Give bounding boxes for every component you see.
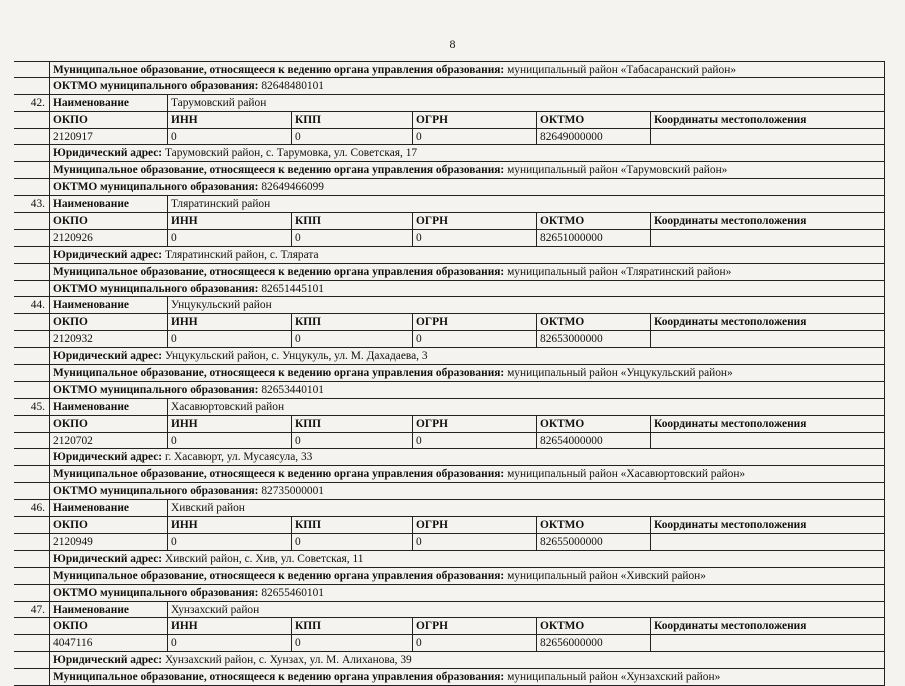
oktmo-mun-label: ОКТМО муниципального образования: — [53, 485, 259, 498]
kpp-label: КПП — [291, 314, 412, 330]
coords-label: Координаты местоположения — [650, 112, 885, 128]
entry-number: 45. — [30, 400, 45, 413]
ogrn-label: ОГРН — [412, 112, 536, 128]
kpp-value: 0 — [291, 331, 412, 347]
codes-values-row — [14, 635, 885, 652]
address-value: Унцукульский район, с. Унцукуль, ул. М. Дахадаева, 3 — [164, 350, 428, 363]
codes-header-row — [14, 213, 885, 230]
ogrn-value: 0 — [412, 331, 536, 347]
oktmo-mun-label: ОКТМО муниципального образования: — [53, 79, 259, 92]
ogrn-value: 0 — [412, 433, 536, 449]
record-block — [14, 196, 885, 297]
name-row — [14, 500, 885, 517]
coords-value — [650, 433, 885, 449]
kpp-value: 0 — [291, 129, 412, 145]
coords-label: Координаты местоположения — [650, 517, 885, 533]
oktmo-mun-row — [14, 585, 885, 602]
address-row — [14, 449, 885, 466]
oktmo-mun-value: 82651445101 — [261, 282, 324, 295]
municipality-value: муниципальный район «Унцукульский район» — [507, 367, 733, 380]
inn-label: ИНН — [167, 517, 291, 533]
inn-label: ИНН — [167, 112, 291, 128]
municipality-value: муниципальный район «Тарумовский район» — [507, 164, 728, 177]
name-row — [14, 297, 885, 314]
municipality-value: муниципальный район «Хунзахский район» — [507, 671, 721, 684]
record-block — [14, 602, 885, 686]
oktmo-mun-value: 82649466099 — [261, 181, 324, 194]
oktmo-value: 82656000000 — [536, 635, 650, 651]
oktmo-mun-label: ОКТМО муниципального образования: — [53, 383, 259, 396]
oktmo-mun-row — [14, 78, 885, 95]
address-label: Юридический адрес: — [53, 350, 163, 363]
ogrn-value: 0 — [412, 129, 536, 145]
oktmo-value: 82651000000 — [536, 230, 650, 246]
ogrn-value: 0 — [412, 534, 536, 550]
municipality-value: муниципальный район «Хивский район» — [507, 569, 706, 582]
address-row — [14, 247, 885, 264]
municipality-row — [14, 466, 885, 483]
oktmo-mun-row — [14, 179, 885, 196]
okpo-value: 2120917 — [53, 130, 93, 143]
kpp-value: 0 — [291, 433, 412, 449]
address-value: Тляратинский район, с. Тлярата — [164, 248, 319, 261]
oktmo-mun-row — [14, 382, 885, 399]
kpp-label: КПП — [291, 416, 412, 432]
coords-label: Координаты местоположения — [650, 213, 885, 229]
oktmo-label: ОКТМО — [536, 213, 650, 229]
record-block-top — [14, 61, 885, 95]
name-row — [14, 95, 885, 112]
okpo-value: 4047116 — [53, 637, 93, 650]
oktmo-mun-value: 82653440101 — [261, 383, 324, 396]
inn-label: ИНН — [167, 618, 291, 634]
oktmo-mun-value: 82648480101 — [261, 79, 324, 92]
codes-header-row — [14, 112, 885, 129]
coords-value — [650, 230, 885, 246]
address-label: Юридический адрес: — [53, 654, 163, 667]
municipality-label: Муниципальное образование, относящееся к ведению органа управления образования: — [53, 468, 505, 481]
codes-values-row — [14, 433, 885, 450]
coords-label: Координаты местоположения — [650, 416, 885, 432]
codes-values-row — [14, 230, 885, 247]
oktmo-label: ОКТМО — [536, 112, 650, 128]
okpo-label: ОКПО — [53, 316, 88, 329]
municipality-value: муниципальный район «Табасаранский район» — [507, 64, 737, 76]
name-value: Тляратинский район — [167, 196, 291, 212]
kpp-label: КПП — [291, 213, 412, 229]
address-label: Юридический адрес: — [53, 248, 163, 261]
municipality-row — [14, 365, 885, 382]
okpo-label: ОКПО — [53, 519, 88, 532]
address-row — [14, 145, 885, 162]
oktmo-mun-label: ОКТМО муниципального образования: — [53, 181, 259, 194]
codes-header-row — [14, 517, 885, 534]
kpp-value: 0 — [291, 635, 412, 651]
oktmo-label: ОКТМО — [536, 618, 650, 634]
ogrn-value: 0 — [412, 230, 536, 246]
inn-value: 0 — [167, 129, 291, 145]
municipality-row — [14, 61, 885, 78]
entry-number: 43. — [30, 198, 45, 211]
okpo-value: 2120926 — [53, 231, 93, 244]
municipality-row — [14, 264, 885, 281]
address-label: Юридический адрес: — [53, 147, 163, 160]
municipality-label: Муниципальное образование, относящееся к ведению органа управления образования: — [53, 164, 505, 177]
name-value: Тарумовский район — [167, 95, 291, 111]
oktmo-value: 82653000000 — [536, 331, 650, 347]
codes-header-row — [14, 314, 885, 331]
inn-value: 0 — [167, 534, 291, 550]
municipality-label: Муниципальное образование, относящееся к ведению органа управления образования: — [53, 64, 505, 76]
kpp-value: 0 — [291, 534, 412, 550]
name-label: Наименование — [53, 502, 129, 515]
ogrn-label: ОГРН — [412, 314, 536, 330]
name-value: Хунзахский район — [167, 602, 291, 618]
municipality-value: муниципальный район «Тляратинский район» — [507, 265, 732, 278]
name-label: Наименование — [53, 400, 129, 413]
inn-label: ИНН — [167, 314, 291, 330]
kpp-label: КПП — [291, 112, 412, 128]
address-value: Тарумовский район, с. Тарумовка, ул. Советская, 17 — [164, 147, 418, 160]
inn-value: 0 — [167, 635, 291, 651]
name-label: Наименование — [53, 603, 129, 616]
address-label: Юридический адрес: — [53, 552, 163, 565]
inn-value: 0 — [167, 230, 291, 246]
record-block — [14, 95, 885, 196]
kpp-label: КПП — [291, 618, 412, 634]
inn-label: ИНН — [167, 213, 291, 229]
coords-value — [650, 331, 885, 347]
okpo-value: 2120702 — [53, 434, 93, 447]
name-value: Унцукульский район — [167, 297, 291, 313]
registry-table — [14, 61, 885, 686]
ogrn-label: ОГРН — [412, 618, 536, 634]
okpo-value: 2120949 — [53, 535, 93, 548]
record-block — [14, 500, 885, 601]
kpp-value: 0 — [291, 230, 412, 246]
codes-values-row — [14, 129, 885, 146]
oktmo-label: ОКТМО — [536, 416, 650, 432]
address-label: Юридический адрес: — [53, 451, 163, 464]
name-row — [14, 399, 885, 416]
oktmo-value: 82655000000 — [536, 534, 650, 550]
oktmo-mun-label: ОКТМО муниципального образования: — [53, 586, 259, 599]
municipality-label: Муниципальное образование, относящееся к ведению органа управления образования: — [53, 265, 505, 278]
oktmo-label: ОКТМО — [536, 517, 650, 533]
coords-value — [650, 534, 885, 550]
okpo-value: 2120932 — [53, 333, 93, 346]
address-value: г. Хасавюрт, ул. Мусаясула, 33 — [164, 451, 313, 464]
municipality-row — [14, 568, 885, 585]
municipality-label: Муниципальное образование, относящееся к ведению органа управления образования: — [53, 367, 505, 380]
name-value: Хивский район — [167, 500, 291, 516]
name-label: Наименование — [53, 299, 129, 312]
codes-values-row — [14, 331, 885, 348]
codes-header-row — [14, 416, 885, 433]
inn-value: 0 — [167, 433, 291, 449]
name-label: Наименование — [53, 198, 129, 211]
okpo-label: ОКПО — [53, 113, 88, 126]
oktmo-mun-value: 82735000001 — [261, 485, 324, 498]
coords-value — [650, 129, 885, 145]
oktmo-mun-row — [14, 483, 885, 500]
address-value: Хунзахский район, с. Хунзах, ул. М. Алиханова, 39 — [164, 654, 412, 667]
municipality-label: Муниципальное образование, относящееся к ведению органа управления образования: — [53, 569, 505, 582]
coords-value — [650, 635, 885, 651]
oktmo-label: ОКТМО — [536, 314, 650, 330]
okpo-label: ОКПО — [53, 215, 88, 228]
municipality-row — [14, 669, 885, 686]
address-row — [14, 551, 885, 568]
oktmo-mun-label: ОКТМО муниципального образования: — [53, 282, 259, 295]
coords-label: Координаты местоположения — [650, 314, 885, 330]
oktmo-mun-row — [14, 281, 885, 298]
inn-label: ИНН — [167, 416, 291, 432]
entry-number: 42. — [30, 96, 45, 109]
name-row — [14, 196, 885, 213]
ogrn-value: 0 — [412, 635, 536, 651]
okpo-label: ОКПО — [53, 417, 88, 430]
entry-number: 44. — [30, 299, 45, 312]
codes-values-row — [14, 534, 885, 551]
entry-number: 46. — [30, 502, 45, 515]
inn-value: 0 — [167, 331, 291, 347]
address-row — [14, 348, 885, 365]
page-number: 8 — [449, 37, 456, 51]
entry-number: 47. — [30, 603, 45, 616]
address-row — [14, 652, 885, 669]
name-row — [14, 602, 885, 619]
coords-label: Координаты местоположения — [650, 618, 885, 634]
ogrn-label: ОГРН — [412, 213, 536, 229]
name-label: Наименование — [53, 96, 129, 109]
ogrn-label: ОГРН — [412, 517, 536, 533]
record-block — [14, 399, 885, 500]
oktmo-value: 82654000000 — [536, 433, 650, 449]
address-value: Хивский район, с. Хив, ул. Советская, 11 — [164, 552, 364, 565]
kpp-label: КПП — [291, 517, 412, 533]
okpo-label: ОКПО — [53, 620, 88, 633]
record-block — [14, 297, 885, 398]
municipality-label: Муниципальное образование, относящееся к ведению органа управления образования: — [53, 671, 505, 684]
municipality-value: муниципальный район «Хасавюртовский район» — [507, 468, 746, 481]
municipality-row — [14, 162, 885, 179]
name-value: Хасавюртовский район — [167, 399, 291, 415]
oktmo-value: 82649000000 — [536, 129, 650, 145]
codes-header-row — [14, 618, 885, 635]
ogrn-label: ОГРН — [412, 416, 536, 432]
oktmo-mun-value: 82655460101 — [261, 586, 324, 599]
